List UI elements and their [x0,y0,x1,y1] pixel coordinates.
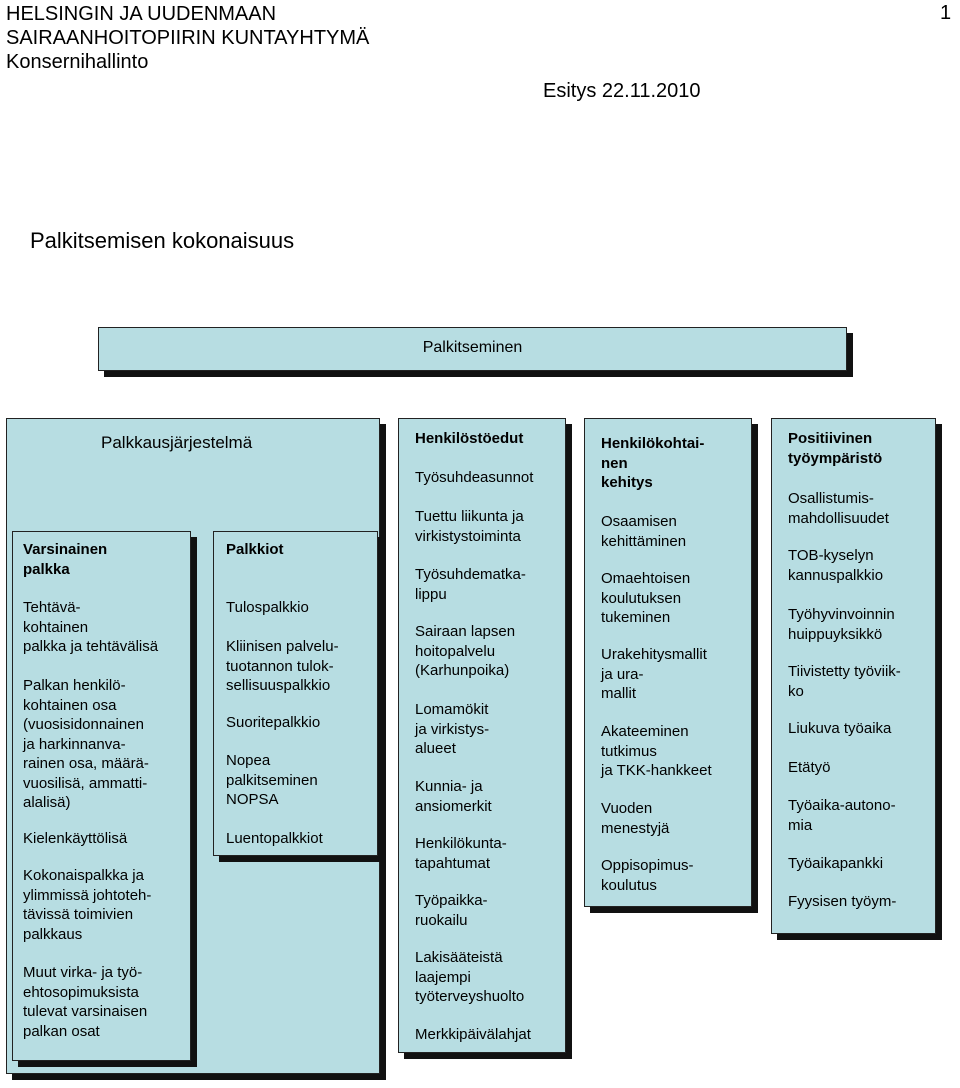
environment-item: Työaika-autono- mia [788,797,896,834]
benefit-item: Henkilökunta- tapahtumat [415,835,507,872]
bonuses-title: Palkkiot [226,541,284,558]
development-item: Urakehitysmallit ja ura- mallit [601,646,707,702]
environment-item: Tiivistetty työviik- ko [788,663,901,700]
development-title: Henkilökohtai- nen kehitys [601,435,705,491]
presentation-date: Esitys 22.11.2010 [543,80,701,102]
basic-pay-item: Muut virka- ja työ- ehtosopimuksista tulevat varsinaisen palkan osat [23,964,148,1040]
rewarding-box [98,327,847,371]
benefit-item: Lakisääteistä laajempi työterveyshuolto [415,949,525,1005]
benefit-item: Työsuhdeasunnot [415,469,534,486]
personal-development-box [584,418,752,907]
bonus-item: Nopea palkitseminen NOPSA [226,752,318,808]
bonuses-box [213,531,378,856]
environment-item: Liukuva työaika [788,720,892,737]
environment-item: TOB-kyselyn kannuspalkkio [788,547,884,584]
development-item: Osaamisen kehittäminen [601,513,687,550]
organization-header [6,2,369,74]
org-line-3: Konsernihallinto [6,51,149,73]
benefit-item: Työpaikka- ruokailu [415,892,488,929]
development-item: Vuoden menestyjä [601,800,670,837]
development-item: Oppisopimus- koulutus [601,857,694,894]
basic-pay-item: Tehtävä- kohtainen palkka ja tehtävälisä [23,599,159,655]
bonus-item: Tulospalkkio [226,599,309,616]
rewarding-label: Palkitseminen [422,339,523,356]
basic-pay-box [12,531,191,1061]
staff-benefits-box [398,418,566,1053]
basic-pay-title: Varsinainen palkka [23,541,108,578]
basic-pay-item: Kokonaispalkka ja ylimmissä johtoteh- tävissä toimivien palkkaus [23,867,152,943]
bonus-item: Suoritepalkkio [226,714,321,731]
pay-system-title: Palkkausjärjestelmä [101,433,253,452]
environment-item: Työaikapankki [788,855,884,872]
environment-item: Etätyö [788,759,831,776]
org-line-2: SAIRAANHOITOPIIRIN KUNTAYHTYMÄ [6,27,370,49]
page-number: 1 [940,2,952,24]
benefit-item: Työsuhdematka- lippu [415,566,526,603]
benefit-item: Merkkipäivälahjat [415,1026,531,1043]
environment-item: Fyysisen työym- [788,893,897,910]
basic-pay-item: Palkan henkilö- kohtainen osa (vuosisidonnainen ja harkinnanva- rainen osa, määrä- vuosilisä, ammatti- alalisä) [23,677,149,811]
benefit-item: Tuettu liikunta ja virkistystoiminta [415,508,524,545]
environment-item: Osallistumis- mahdollisuudet [788,490,889,527]
org-line-1: HELSINGIN JA UUDENMAAN [6,3,277,25]
development-item: Omaehtoisen koulutuksen tukeminen [601,570,691,626]
benefits-title: Henkilöstöedut [415,430,524,447]
basic-pay-item: Kielenkäyttölisä [23,830,128,847]
environment-title: Positiivinen työympäristö [788,430,883,467]
page-title: Palkitsemisen kokonaisuus [30,228,295,253]
environment-item: Työhyvinvoinnin huippuyksikkö [788,606,895,643]
benefit-item: Sairaan lapsen hoitopalvelu (Karhunpoika) [415,623,516,679]
development-item: Akateeminen tutkimus ja TKK-hankkeet [601,723,712,779]
bonus-item: Luentopalkkiot [226,830,323,847]
bonus-item: Kliinisen palvelu- tuotannon tulok- sellisuuspalkkio [226,638,339,694]
benefit-item: Kunnia- ja ansiomerkit [415,778,492,815]
work-environment-box [771,418,936,934]
benefit-item: Lomamökit ja virkistys- alueet [415,701,490,757]
